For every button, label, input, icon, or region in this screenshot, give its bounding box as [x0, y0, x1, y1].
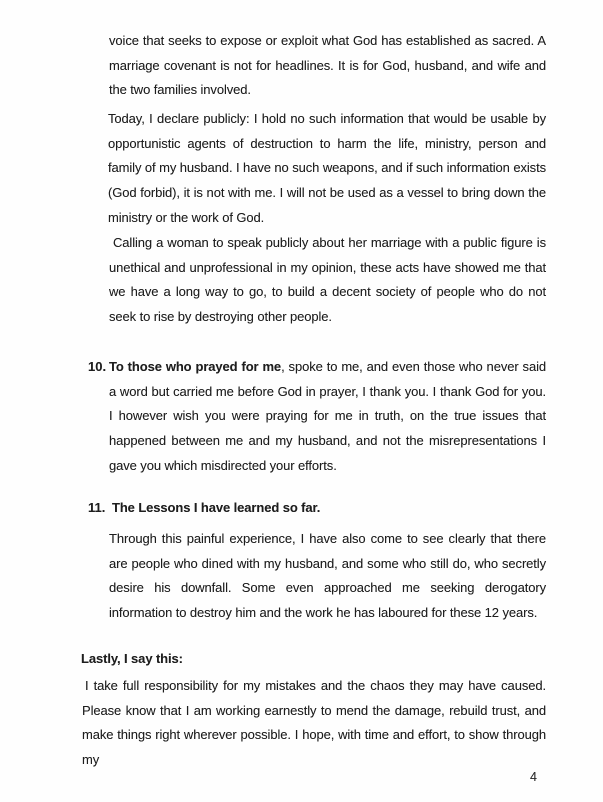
closing-heading: Lastly, I say this: [81, 651, 183, 666]
list-item-11-body: Through this painful experience, I have also come to see clearly that there are people who dined with my husband, and some who still do, who secretly desire his downfall. Some even approached me seeking derogatory information to destroy him and the work he has laboured for these 12 years. [109, 531, 546, 621]
list-item-10-body: , spoke to me, and even those who never said a word but carried me before God in prayer, I thank you. I thank God for you. I however wish you were praying for me in truth, on the true issues that happened between me and my husband, and not the misrepresentations I gave you which misdirected your efforts. [109, 359, 546, 473]
paragraph-calling-a-woman: Calling a woman to speak publicly about her marriage with a public figure is unethical and unprofessional in my opinion, these acts have showed me that we have a long way to go, to build a decent society of people who do not seek to rise by destroying other people. [109, 235, 546, 325]
page-number: 4 [530, 770, 537, 784]
list-item-11-number: 11. [88, 500, 106, 515]
list-item-11-heading: The Lessons I have learned so far. [112, 500, 321, 515]
closing-paragraph: I take full responsibility for my mistakes and the chaos they may have caused. Please know that I am working earnestly to mend the damage, rebuild trust, and make things right wherever possible. I hope, with time and effort, to show through my [82, 678, 546, 768]
list-item-10-number: 10. [88, 359, 107, 374]
list-item-10-lead: To those who prayed for me [109, 359, 282, 374]
paragraph-marriage-sacred: voice that seeks to expose or exploit what God has established as sacred. A marriage covenant is not for headlines. It is for God, husband, and wife and the two families involved. [109, 33, 546, 98]
paragraph-declaration: Today, I declare publicly: I hold no such information that would be usable by opportunistic agents of destruction to harm the life, ministry, person and family of my husband. I have no such weapons, and if such information exists (God forbid), it is not with me. I will not be used as a vessel to bring down the ministry or the work of God. [108, 111, 546, 225]
list-item-10-text [109, 355, 546, 479]
